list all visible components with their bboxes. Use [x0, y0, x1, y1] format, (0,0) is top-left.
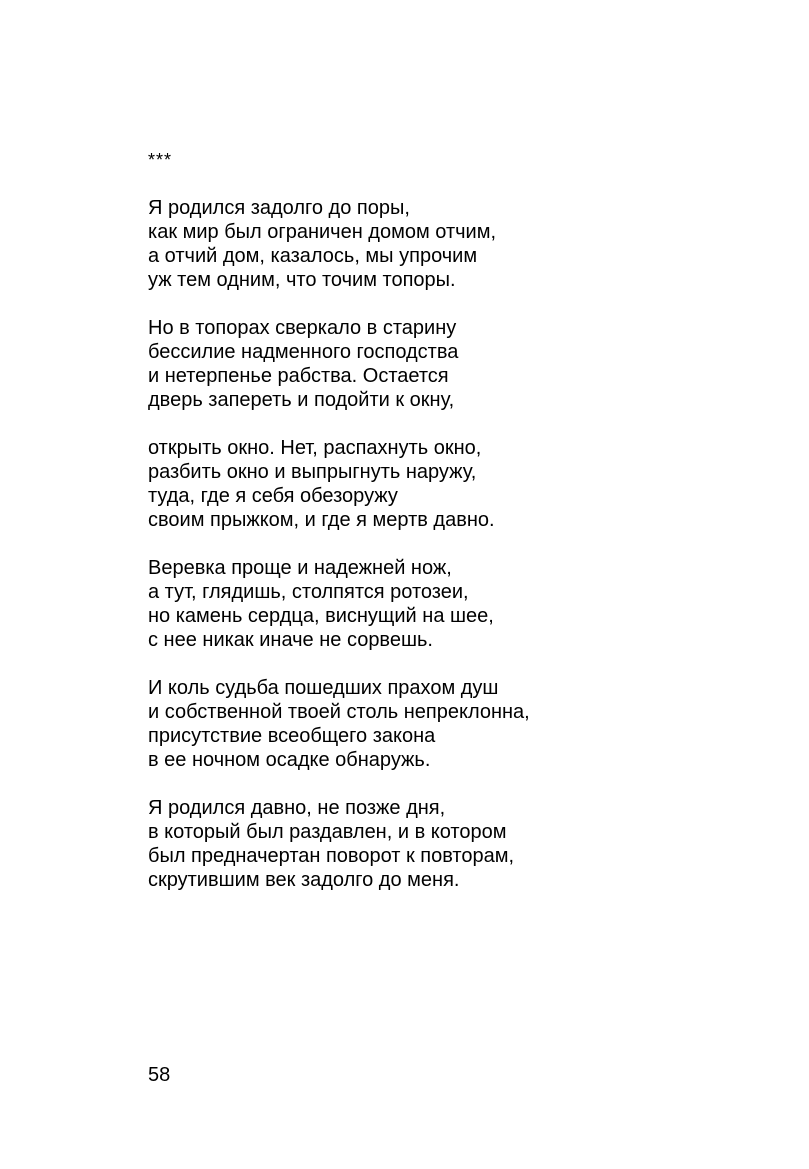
poem-line: Веревка проще и надежней нож, — [148, 557, 452, 579]
poem-line: открыть окно. Нет, распахнуть окно, — [148, 437, 482, 459]
poem-line: дверь запереть и подойти к окну, — [148, 389, 455, 411]
section-divider-asterisks: *** — [148, 150, 173, 170]
stanza-6 — [148, 796, 748, 892]
poem-line: как мир был ограничен домом отчим, — [148, 221, 497, 243]
poem-line: а отчий дом, казалось, мы упрочим — [148, 245, 478, 267]
stanza-4 — [148, 556, 748, 652]
poem-line: и собственной твоей столь непреклонна, — [148, 701, 530, 723]
poem-line: а тут, глядишь, столпятся ротозеи, — [148, 581, 469, 603]
poem-line: был предначертан поворот к повторам, — [148, 845, 515, 867]
poem-line: своим прыжком, и где я мертв давно. — [148, 509, 495, 531]
stanza-3 — [148, 436, 748, 532]
poem-line: разбить окно и выпрыгнуть наружу, — [148, 461, 477, 483]
poem-line: Я родился давно, не позже дня, — [148, 797, 446, 819]
poem-line: с нее никак иначе не сорвешь. — [148, 629, 433, 651]
poem-line: в ее ночном осадке обнаружь. — [148, 749, 431, 771]
poem-line: но камень сердца, виснущий на шее, — [148, 605, 494, 627]
poem-line: Я родился задолго до поры, — [148, 197, 410, 219]
poem-line: уж тем одним, что точим топоры. — [148, 269, 456, 291]
page-number: 58 — [148, 1064, 171, 1086]
stanza-2 — [148, 316, 748, 412]
poem-line: Но в топорах сверкало в старину — [148, 317, 457, 339]
stanza-5 — [148, 676, 748, 772]
poem-line: и нетерпенье рабства. Остается — [148, 365, 449, 387]
stanza-1 — [148, 196, 748, 292]
poem-body — [148, 196, 748, 916]
poem-line: в который был раздавлен, и в котором — [148, 821, 507, 843]
poem-line: туда, где я себя обезоружу — [148, 485, 398, 507]
poem-line: И коль судьба пошедших прахом душ — [148, 677, 499, 699]
poem-line: бессилие надменного господства — [148, 341, 459, 363]
poem-line: присутствие всеобщего закона — [148, 725, 436, 747]
poem-line: скрутившим век задолго до меня. — [148, 869, 460, 891]
